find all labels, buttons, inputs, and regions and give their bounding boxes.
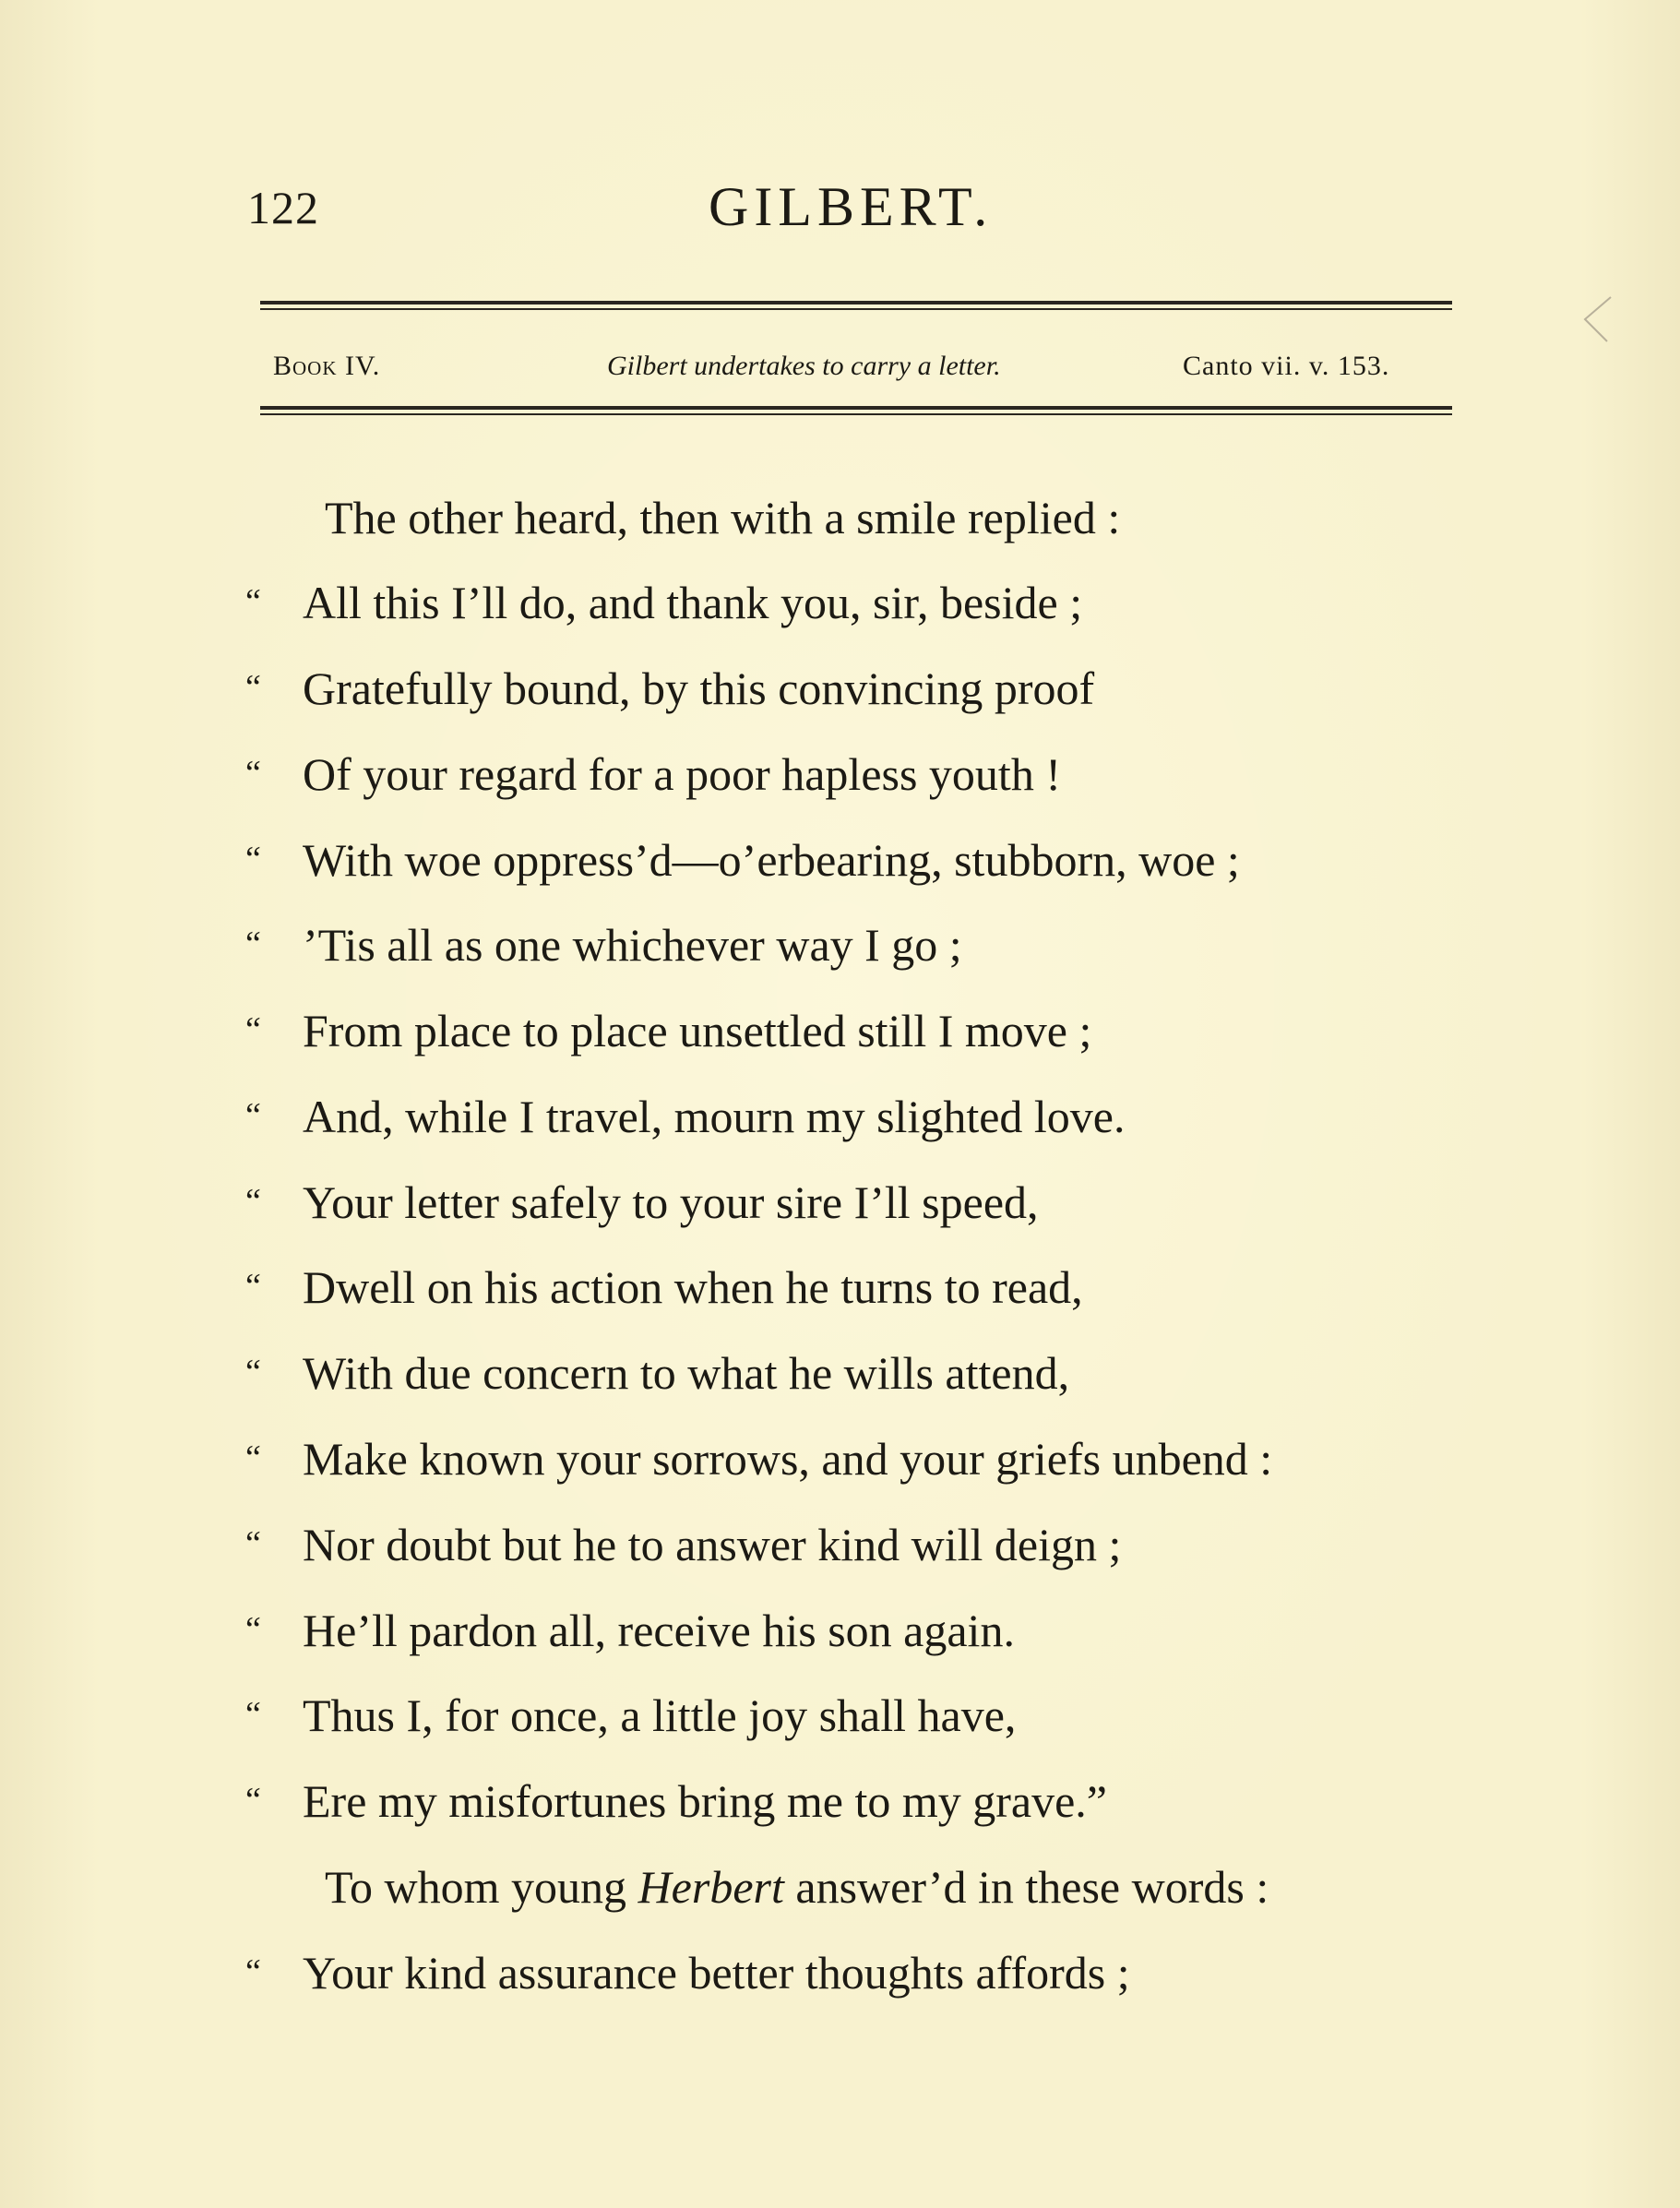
verse-text: All this I’ll do, and thank you, sir, beside ; — [303, 577, 1083, 628]
verse-text: From place to place unsettled still I move ; — [303, 1005, 1092, 1056]
opening-quote: “ — [245, 1781, 261, 1820]
verse-text: Of your regard for a poor hapless youth ! — [303, 748, 1061, 800]
opening-quote: “ — [245, 1952, 261, 1991]
verse-text: Dwell on his action when he turns to read, — [303, 1261, 1083, 1313]
verse-text: Ere my misfortunes bring me to my grave.” — [303, 1775, 1107, 1827]
opening-quote: “ — [245, 840, 261, 878]
opening-quote: “ — [245, 1695, 261, 1734]
opening-quote: “ — [245, 668, 261, 707]
opening-quote: “ — [245, 1524, 261, 1563]
opening-quote: “ — [245, 1438, 261, 1477]
verse-text: Your letter safely to your sire I’ll speed, — [303, 1176, 1039, 1228]
top-double-rule — [260, 301, 1452, 310]
opening-quote: “ — [245, 1010, 261, 1049]
running-head — [247, 176, 1447, 245]
verse-text: Your kind assurance better thoughts affords ; — [303, 1947, 1130, 1999]
opening-quote: “ — [245, 1610, 261, 1649]
verse-text: Gratefully bound, by this convincing proof — [303, 662, 1095, 714]
page-title: GILBERT. — [709, 176, 994, 237]
verse-text-after: answer’d in these words : — [783, 1861, 1269, 1913]
opening-quote: “ — [245, 925, 261, 963]
caption-subject: Gilbert undertakes to carry a letter. — [607, 351, 1001, 381]
verse-text: He’ll pardon all, receive his son again. — [303, 1605, 1015, 1656]
opening-quote: “ — [245, 1353, 261, 1391]
opening-quote: “ — [245, 1096, 261, 1135]
verse-text: The other heard, then with a smile replied : — [325, 492, 1121, 543]
verse-text-before: To whom young — [325, 1861, 638, 1913]
bottom-double-rule — [260, 406, 1452, 415]
opening-quote: “ — [245, 1267, 261, 1306]
verse-text: Thus I, for once, a little joy shall have, — [303, 1689, 1017, 1741]
verse-text: With due concern to what he wills attend, — [303, 1347, 1070, 1399]
verse-text: Nor doubt but he to answer kind will deign ; — [303, 1519, 1122, 1570]
verse-text: With woe oppress’d—o’erbearing, stubborn, woe ; — [303, 834, 1240, 886]
verse-text: Make known your sorrows, and your griefs unbend : — [303, 1433, 1273, 1485]
name-herbert: Herbert — [637, 1861, 784, 1913]
verse-text: ’Tis all as one whichever way I go ; — [303, 919, 962, 971]
page-number: 122 — [247, 182, 319, 233]
opening-quote: “ — [245, 754, 261, 793]
caption-book: Book IV. — [273, 351, 381, 381]
section-caption — [273, 351, 1450, 388]
verse-text — [325, 1860, 1269, 1914]
opening-quote: “ — [245, 1182, 261, 1221]
caption-canto: Canto vii. v. 153. — [1183, 351, 1390, 381]
opening-quote: “ — [245, 582, 261, 621]
page-edge-mark-icon — [1579, 293, 1616, 349]
verse-text: And, while I travel, mourn my slighted love. — [303, 1091, 1126, 1142]
